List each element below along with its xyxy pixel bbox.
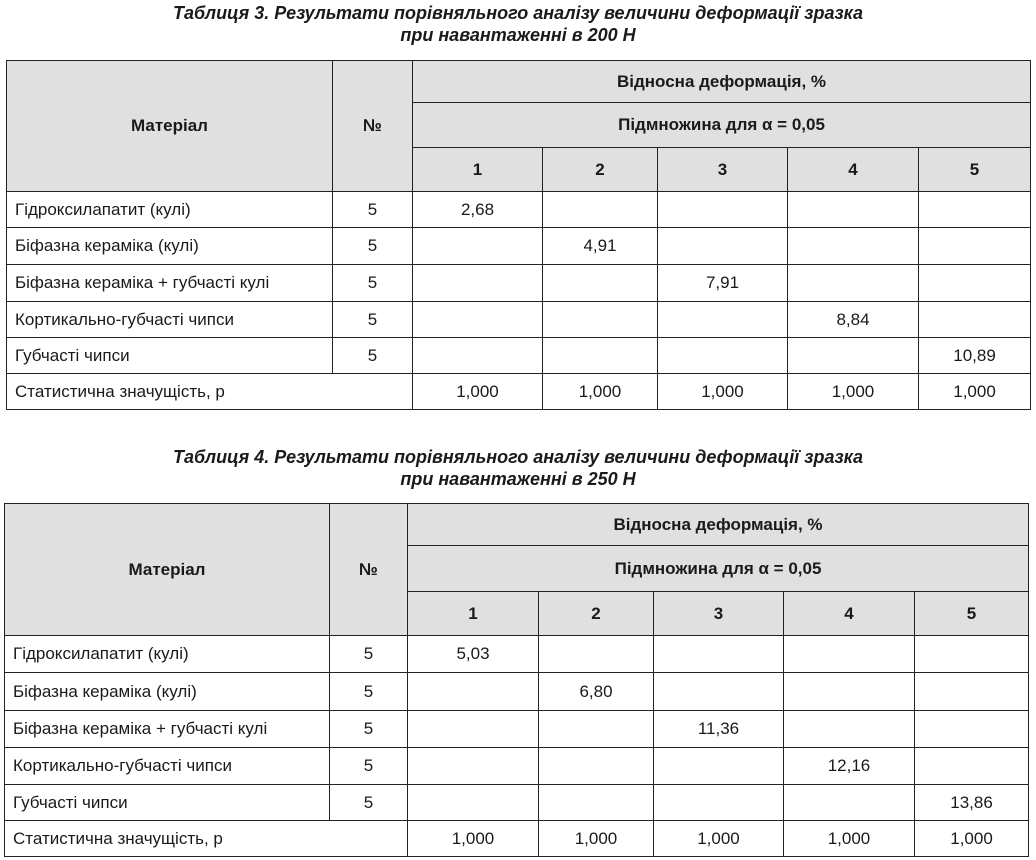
number-cell: 5 [330, 785, 408, 821]
header-subset: Підмножина для α = 0,05 [408, 546, 1029, 592]
value-cell: 13,86 [915, 785, 1029, 821]
value-cell [915, 711, 1029, 748]
table-4-caption-line1: Таблиця 4. Результати порівняльного аналізу величини деформації зразка [172, 447, 864, 467]
value-cell [919, 265, 1031, 302]
p-value-cell: 1,000 [915, 821, 1029, 857]
number-cell: 5 [330, 636, 408, 673]
value-cell [408, 711, 539, 748]
table-row [7, 338, 1031, 374]
value-cell [539, 785, 654, 821]
number-cell: 5 [330, 748, 408, 785]
table-row [5, 748, 1029, 785]
header-relative-deformation: Відносна деформація, % [413, 61, 1031, 103]
header-col-1: 1 [408, 592, 539, 636]
value-cell [784, 785, 915, 821]
material-cell: Губчасті чипси [7, 338, 333, 374]
value-cell: 5,03 [408, 636, 539, 673]
value-cell: 8,84 [788, 302, 919, 338]
value-cell: 6,80 [539, 673, 654, 711]
header-col-2: 2 [539, 592, 654, 636]
number-cell: 5 [333, 192, 413, 228]
table-row [5, 636, 1029, 673]
value-cell [543, 265, 658, 302]
value-cell [539, 711, 654, 748]
stat-label: Статистична значущість, p [7, 374, 413, 410]
number-cell: 5 [333, 338, 413, 374]
p-value-cell: 1,000 [413, 374, 543, 410]
material-cell: Гідроксилапатит (кулі) [7, 192, 333, 228]
header-col-4: 4 [784, 592, 915, 636]
value-cell [539, 748, 654, 785]
p-value-cell: 1,000 [539, 821, 654, 857]
material-cell: Біфазна кераміка + губчасті кулі [7, 265, 333, 302]
material-cell: Кортикально-губчасті чипси [7, 302, 333, 338]
stat-row [7, 374, 1031, 410]
stat-label: Статистична значущість, p [5, 821, 408, 857]
value-cell [413, 338, 543, 374]
value-cell: 7,91 [658, 265, 788, 302]
value-cell [788, 228, 919, 265]
value-cell [915, 636, 1029, 673]
material-cell: Біфазна кераміка (кулі) [5, 673, 330, 711]
header-material: Матеріал [7, 61, 333, 192]
p-value-cell: 1,000 [654, 821, 784, 857]
material-cell: Біфазна кераміка + губчасті кулі [5, 711, 330, 748]
table-row [7, 228, 1031, 265]
value-cell [654, 673, 784, 711]
value-cell [788, 265, 919, 302]
table-row [5, 711, 1029, 748]
value-cell: 12,16 [784, 748, 915, 785]
p-value-cell: 1,000 [658, 374, 788, 410]
value-cell [654, 748, 784, 785]
p-value-cell: 1,000 [784, 821, 915, 857]
table-3 [6, 60, 1031, 410]
value-cell [408, 673, 539, 711]
value-cell [915, 673, 1029, 711]
header-number: № [333, 61, 413, 192]
header-relative-deformation: Відносна деформація, % [408, 504, 1029, 546]
header-number: № [330, 504, 408, 636]
value-cell [658, 338, 788, 374]
material-cell: Кортикально-губчасті чипси [5, 748, 330, 785]
p-value-cell: 1,000 [788, 374, 919, 410]
table-3-caption-line1: Таблиця 3. Результати порівняльного аналізу величини деформації зразка [172, 3, 864, 23]
header-col-4: 4 [788, 148, 919, 192]
value-cell [658, 192, 788, 228]
number-cell: 5 [333, 265, 413, 302]
value-cell [658, 228, 788, 265]
table-row [5, 785, 1029, 821]
value-cell [784, 673, 915, 711]
header-col-1: 1 [413, 148, 543, 192]
table-3-caption [0, 2, 1036, 46]
value-cell [654, 785, 784, 821]
value-cell [658, 302, 788, 338]
value-cell [543, 192, 658, 228]
value-cell [654, 636, 784, 673]
table-4-caption [0, 446, 1036, 490]
value-cell [413, 228, 543, 265]
value-cell: 4,91 [543, 228, 658, 265]
table-4-caption-line2: при навантаженні в 250 Н [400, 469, 636, 489]
table-4 [4, 503, 1029, 857]
value-cell [543, 302, 658, 338]
header-material: Матеріал [5, 504, 330, 636]
value-cell [788, 338, 919, 374]
header-col-5: 5 [919, 148, 1031, 192]
material-cell: Біфазна кераміка (кулі) [7, 228, 333, 265]
value-cell: 11,36 [654, 711, 784, 748]
table-3-caption-line2: при навантаженні в 200 Н [400, 25, 636, 45]
value-cell: 2,68 [413, 192, 543, 228]
value-cell [788, 192, 919, 228]
value-cell [408, 785, 539, 821]
value-cell [784, 711, 915, 748]
number-cell: 5 [333, 228, 413, 265]
table-row [7, 302, 1031, 338]
p-value-cell: 1,000 [408, 821, 539, 857]
stat-row [5, 821, 1029, 857]
value-cell [413, 265, 543, 302]
material-cell: Губчасті чипси [5, 785, 330, 821]
value-cell [919, 228, 1031, 265]
table-row [5, 673, 1029, 711]
number-cell: 5 [333, 302, 413, 338]
header-col-3: 3 [654, 592, 784, 636]
value-cell: 10,89 [919, 338, 1031, 374]
table-row [7, 265, 1031, 302]
value-cell [784, 636, 915, 673]
header-subset: Підмножина для α = 0,05 [413, 103, 1031, 148]
header-col-3: 3 [658, 148, 788, 192]
value-cell [915, 748, 1029, 785]
header-col-5: 5 [915, 592, 1029, 636]
number-cell: 5 [330, 711, 408, 748]
header-col-2: 2 [543, 148, 658, 192]
table-row [7, 192, 1031, 228]
value-cell [919, 302, 1031, 338]
value-cell [408, 748, 539, 785]
p-value-cell: 1,000 [919, 374, 1031, 410]
value-cell [919, 192, 1031, 228]
value-cell [539, 636, 654, 673]
number-cell: 5 [330, 673, 408, 711]
p-value-cell: 1,000 [543, 374, 658, 410]
value-cell [413, 302, 543, 338]
value-cell [543, 338, 658, 374]
material-cell: Гідроксилапатит (кулі) [5, 636, 330, 673]
